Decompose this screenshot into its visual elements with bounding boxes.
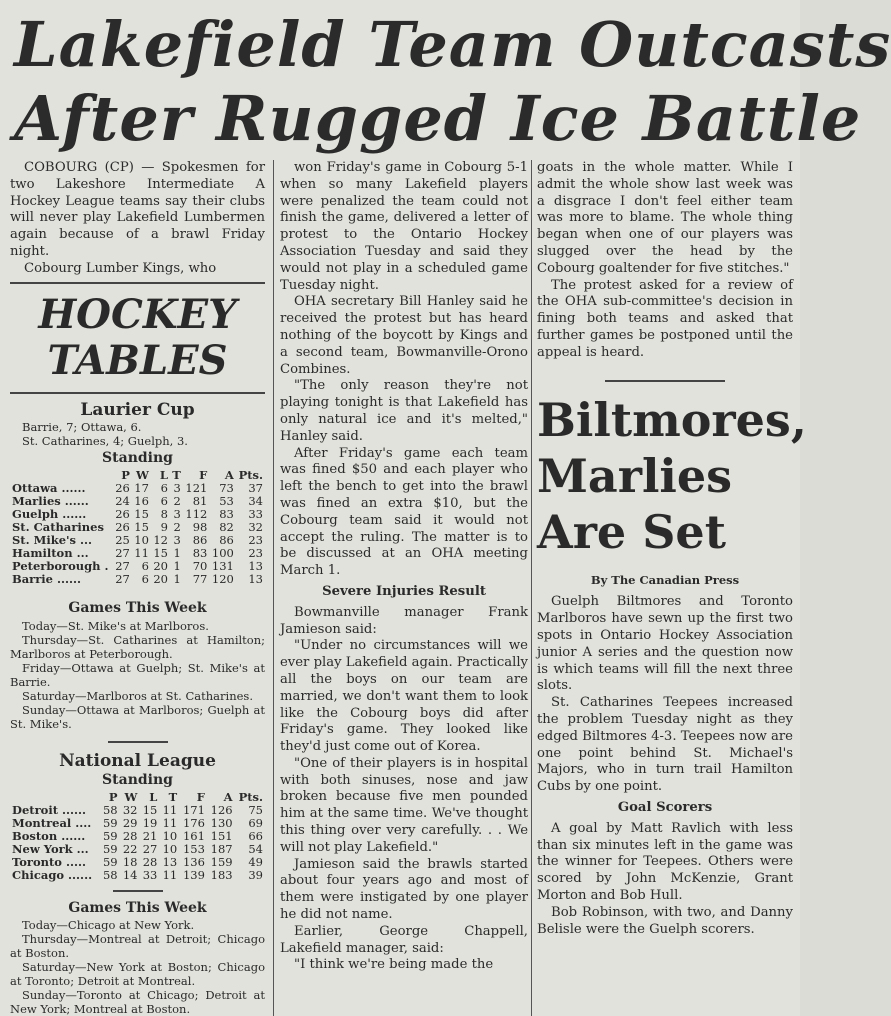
stat-cell: 136 bbox=[182, 854, 205, 869]
stat-cell: 14 bbox=[122, 867, 138, 882]
story-lakefield-start bbox=[10, 160, 265, 278]
game-entry: Sunday—Ottawa at Marlboros; Guelph at St. Mike's. bbox=[10, 702, 265, 731]
stat-cell: 10 bbox=[134, 533, 149, 548]
stat-cell: 11 bbox=[162, 802, 178, 817]
table-row bbox=[10, 804, 265, 817]
stat-cell: 59 bbox=[102, 854, 118, 869]
stat-cell: 100 bbox=[211, 546, 234, 561]
score-line: St. Catharines, 4; Guelph, 3. bbox=[22, 434, 188, 449]
paragraph: St. Catharines Teepees increased the problem Tuesday night as they edged Biltmores 4-3. Teepees now are one point behind St. Michael's Majors, who in turn trail Hamilton Cubs by one point. bbox=[537, 695, 793, 795]
team-name: St. Catharines bbox=[12, 520, 104, 535]
stat-cell: 58 bbox=[102, 802, 118, 817]
stat-cell: 6 bbox=[160, 481, 168, 496]
stat-cell: 26 bbox=[115, 481, 130, 496]
paragraph: After Friday's game each team was fined $50 and each player who left the bench to get into the brawl was fined an extra $10, but the Cobourg team said it would not accept the ruling. The matter is to be discussed at an OHA meeting March 1. bbox=[280, 445, 528, 579]
stat-cell: 6 bbox=[160, 494, 168, 509]
stat-cell: 59 bbox=[102, 815, 118, 830]
team-name: St. Mike's ... bbox=[12, 533, 93, 548]
paragraph: "The only reason they're not playing tonight is that Lakefield has only natural ice and it's melted," Hanley said. bbox=[280, 378, 528, 444]
game-entry: Sunday—Toronto at Chicago; Detroit at New York; Montreal at Boston. bbox=[10, 988, 265, 1016]
stat-cell: 33 bbox=[248, 507, 263, 522]
stat-cell: 39 bbox=[248, 867, 263, 882]
laurier-cup-section bbox=[10, 399, 265, 731]
stat-cell: 171 bbox=[182, 802, 205, 817]
stat-cell: 16 bbox=[134, 494, 149, 509]
paragraph: Guelph Biltmores and Toronto Marlboros have sewn up the first two spots in Ontario Hockey Association junior A series and the question now is which teams will fill the next three slots. bbox=[537, 594, 793, 694]
subhead: Severe Injuries Result bbox=[322, 583, 486, 599]
paragraph: goats in the whole matter. While I admit the whole show last week was a disgrace I don't feel either team was more to blame. The whole thing began when one of our players was slugged over the head by the Cobourg goaltender for five stitches." bbox=[537, 160, 793, 276]
divider bbox=[108, 741, 168, 743]
stat-cell: 139 bbox=[182, 867, 205, 882]
stat-cell: 11 bbox=[134, 546, 149, 561]
stat-cell: 1 bbox=[173, 572, 181, 587]
column-header: F bbox=[199, 468, 208, 483]
paragraph: won Friday's game in Cobourg 5-1 when so many Lakefield players were penalized the team could not finish the game, delivered a letter of protest to the Ontario Hockey Association Tuesday and said they would not play in a scheduled game Tuesday night. bbox=[280, 160, 528, 293]
column-header: P bbox=[121, 468, 130, 483]
table-row bbox=[10, 830, 265, 843]
stat-cell: 32 bbox=[248, 520, 263, 535]
stat-cell: 26 bbox=[115, 520, 130, 535]
stat-cell: 28 bbox=[122, 828, 138, 843]
stat-cell: 83 bbox=[192, 546, 208, 561]
stat-cell: 18 bbox=[122, 854, 138, 869]
biltmores-headline bbox=[537, 392, 807, 560]
paragraph: Bob Robinson, with two, and Danny Belisle were the Guelph scorers. bbox=[537, 904, 793, 937]
headline-line: Are Set bbox=[537, 504, 726, 559]
stat-cell: 29 bbox=[122, 815, 138, 830]
stat-cell: 28 bbox=[142, 854, 158, 869]
standing-label: Standing bbox=[102, 450, 173, 467]
byline: By The Canadian Press bbox=[590, 572, 740, 587]
stat-cell: 73 bbox=[219, 481, 234, 496]
stat-cell: 9 bbox=[160, 520, 168, 535]
stat-cell: 10 bbox=[162, 841, 178, 856]
stat-cell: 59 bbox=[102, 841, 118, 856]
team-name: Montreal .... bbox=[12, 815, 92, 830]
stat-cell: 34 bbox=[248, 494, 263, 509]
stat-cell: 32 bbox=[122, 802, 138, 817]
paragraph: The protest asked for a review of the OHA sub-committee's decision in fining both teams and asked that further games be postponed until the appeal is heard. bbox=[537, 277, 793, 360]
stat-cell: 27 bbox=[115, 572, 130, 587]
stat-cell: 22 bbox=[122, 841, 138, 856]
stat-cell: 69 bbox=[248, 815, 263, 830]
stat-cell: 3 bbox=[173, 507, 181, 522]
game-entry: Friday—Ottawa at Guelph; St. Mike's at Barrie. bbox=[10, 660, 265, 689]
stat-cell: 15 bbox=[142, 802, 158, 817]
divider bbox=[113, 890, 163, 892]
score-line: Barrie, 7; Ottawa, 6. bbox=[22, 420, 142, 435]
games-title: Games This Week bbox=[68, 899, 207, 916]
standing-label: Standing bbox=[102, 771, 173, 788]
stat-cell: 27 bbox=[115, 559, 130, 574]
column-rule bbox=[273, 160, 274, 1016]
team-name: Peterborough . bbox=[12, 559, 109, 574]
team-name: Guelph ...... bbox=[12, 507, 87, 522]
stat-cell: 24 bbox=[115, 494, 130, 509]
table-row bbox=[10, 817, 265, 830]
column-1 bbox=[10, 160, 265, 1016]
stat-cell: 121 bbox=[185, 481, 208, 496]
column-rule bbox=[531, 160, 532, 1016]
stat-cell: 2 bbox=[173, 494, 181, 509]
stat-cell: 3 bbox=[173, 533, 181, 548]
game-entry: Saturday—Marlboros at St. Catharines. bbox=[22, 688, 253, 703]
stat-cell: 49 bbox=[248, 854, 263, 869]
stat-cell: 11 bbox=[162, 867, 178, 882]
game-entry: Today—St. Mike's at Marlboros. bbox=[22, 618, 209, 633]
stat-cell: 13 bbox=[248, 559, 263, 574]
title-line: HOCKEY bbox=[38, 290, 237, 338]
stat-cell: 187 bbox=[210, 841, 233, 856]
paragraph: Jamieson said the brawls started about four years ago and most of them were instigated by one player he did not name. bbox=[280, 856, 528, 923]
games-list bbox=[10, 619, 265, 731]
column-header: T bbox=[168, 789, 178, 804]
stat-cell: 77 bbox=[192, 572, 208, 587]
stat-cell: 75 bbox=[248, 802, 263, 817]
column-header: A bbox=[224, 468, 234, 483]
stat-cell: 153 bbox=[182, 841, 205, 856]
column-header: Pts. bbox=[238, 789, 263, 804]
stat-cell: 161 bbox=[182, 828, 205, 843]
stat-cell: 2 bbox=[173, 520, 181, 535]
stat-cell: 131 bbox=[211, 559, 234, 574]
team-name: Chicago ...... bbox=[12, 867, 93, 882]
games-title: Games This Week bbox=[68, 600, 207, 617]
table-row bbox=[10, 573, 265, 586]
stat-cell: 3 bbox=[173, 481, 181, 496]
headline-line-1: Lakefield Team Outcasts bbox=[14, 8, 891, 81]
table-header bbox=[10, 791, 265, 804]
stat-cell: 15 bbox=[134, 520, 149, 535]
stat-cell: 82 bbox=[219, 520, 234, 535]
stat-cell: 11 bbox=[162, 815, 178, 830]
games-list bbox=[10, 918, 265, 1016]
stat-cell: 1 bbox=[173, 559, 181, 574]
stat-cell: 6 bbox=[141, 559, 149, 574]
headline-line-2: After Rugged Ice Battle bbox=[14, 82, 862, 155]
section-title: Laurier Cup bbox=[80, 399, 195, 420]
stat-cell: 20 bbox=[153, 559, 168, 574]
stat-cell: 21 bbox=[142, 828, 158, 843]
paragraph: "Under no circumstances will we ever play Lakefield again. Practically all the boys on our team are married, we don't want them to look like the Cobourg boys did after Friday's game. They looked like they'd just come out of Korea. bbox=[280, 638, 528, 755]
game-entry: Saturday—New York at Boston; Chicago at Toronto; Detroit at Montreal. bbox=[10, 960, 265, 989]
subhead: Goal Scorers bbox=[617, 799, 713, 815]
stat-cell: 10 bbox=[162, 828, 178, 843]
stat-cell: 59 bbox=[102, 828, 118, 843]
team-name: Marlies ...... bbox=[12, 494, 89, 509]
laurier-standings-table bbox=[10, 469, 265, 586]
paragraph: Bowmanville manager Frank Jamieson said: bbox=[280, 604, 528, 637]
column-header: A bbox=[223, 789, 233, 804]
stat-cell: 27 bbox=[142, 841, 158, 856]
stat-cell: 98 bbox=[192, 520, 208, 535]
table-row bbox=[10, 843, 265, 856]
stat-cell: 6 bbox=[141, 572, 149, 587]
stat-cell: 33 bbox=[142, 867, 158, 882]
column-header: F bbox=[196, 789, 205, 804]
stat-cell: 23 bbox=[248, 533, 263, 548]
stat-cell: 151 bbox=[210, 828, 233, 843]
team-name: New York ... bbox=[12, 841, 89, 856]
team-name: Ottawa ...... bbox=[12, 481, 86, 496]
paragraph: OHA secretary Bill Hanley said he received the protest but has heard nothing of the boycott by Kings and a second team, Bowmanville-Orono Combines. bbox=[280, 294, 528, 377]
headline-line: Marlies bbox=[537, 448, 733, 503]
stat-cell: 159 bbox=[210, 854, 233, 869]
stat-cell: 86 bbox=[192, 533, 208, 548]
stat-cell: 15 bbox=[134, 507, 149, 522]
table-row bbox=[10, 869, 265, 882]
stat-cell: 58 bbox=[102, 867, 118, 882]
stat-cell: 54 bbox=[248, 841, 263, 856]
stat-cell: 37 bbox=[248, 481, 263, 496]
game-entry: Thursday—St. Catharines at Hamilton; Marlboros at Peterborough. bbox=[10, 632, 265, 661]
stat-cell: 17 bbox=[134, 481, 149, 496]
paragraph: A goal by Matt Ravlich with less than six minutes left in the game was the winner for Teepees. Others were scored by John McKenzie, Grant Morton and Bob Hull. bbox=[537, 820, 793, 903]
stat-cell: 83 bbox=[219, 507, 234, 522]
stat-cell: 23 bbox=[248, 546, 263, 561]
column-header: L bbox=[159, 468, 168, 483]
paragraph: COBOURG (CP) — Spokesmen for two Lakeshore Intermediate A Hockey League teams say their clubs will never play Lakefield Lumbermen again because of a brawl Friday night. bbox=[10, 160, 265, 259]
stat-cell: 15 bbox=[153, 546, 168, 561]
national-standings-table bbox=[10, 791, 265, 882]
column-header: T bbox=[172, 468, 181, 483]
stat-cell: 27 bbox=[115, 546, 130, 561]
stat-cell: 13 bbox=[248, 572, 263, 587]
section-title: National League bbox=[59, 750, 216, 771]
stat-cell: 70 bbox=[192, 559, 208, 574]
stat-cell: 183 bbox=[210, 867, 233, 882]
stat-cell: 25 bbox=[115, 533, 130, 548]
team-name: Toronto ..... bbox=[12, 854, 87, 869]
national-league-section bbox=[10, 750, 265, 1016]
team-name: Boston ...... bbox=[12, 828, 86, 843]
paragraph: "One of their players is in hospital with both sinuses, nose and jaw broken because five men pounded him at the same time. We've thought this thing over very carefully. . . We will not play Lakefield." bbox=[280, 755, 528, 855]
stat-cell: 81 bbox=[192, 494, 208, 509]
title-line: TABLES bbox=[47, 336, 228, 384]
stat-cell: 19 bbox=[142, 815, 158, 830]
team-name: Detroit ...... bbox=[12, 802, 87, 817]
divider bbox=[10, 282, 265, 284]
table-row bbox=[10, 856, 265, 869]
stat-cell: 112 bbox=[185, 507, 208, 522]
game-entry: Thursday—Montreal at Detroit; Chicago at Boston. bbox=[10, 932, 265, 961]
divider bbox=[10, 392, 265, 394]
headline-line: Biltmores, bbox=[537, 392, 807, 447]
stat-cell: 20 bbox=[153, 572, 168, 587]
stat-cell: 12 bbox=[153, 533, 168, 548]
column-header: W bbox=[135, 468, 149, 483]
hockey-tables-title bbox=[10, 292, 265, 384]
stat-cell: 1 bbox=[173, 546, 181, 561]
team-name: Barrie ...... bbox=[12, 572, 81, 587]
column-header bbox=[10, 791, 100, 804]
team-name: Hamilton ... bbox=[12, 546, 89, 561]
column-2 bbox=[280, 160, 528, 974]
stat-cell: 53 bbox=[219, 494, 234, 509]
stat-cell: 126 bbox=[210, 802, 233, 817]
column-header: W bbox=[124, 789, 138, 804]
stat-cell: 130 bbox=[210, 815, 233, 830]
column-header: Pts. bbox=[238, 468, 263, 483]
stat-cell: 120 bbox=[211, 572, 234, 587]
stat-cell: 66 bbox=[248, 828, 263, 843]
column-header: P bbox=[108, 789, 118, 804]
divider bbox=[605, 380, 725, 382]
stat-cell: 13 bbox=[162, 854, 178, 869]
paragraph: "I think we're being made the bbox=[294, 957, 494, 973]
stat-cell: 26 bbox=[115, 507, 130, 522]
paragraph: Earlier, George Chappell, Lakefield manager, said: bbox=[280, 923, 528, 956]
paragraph: Cobourg Lumber Kings, who bbox=[24, 260, 217, 276]
stat-cell: 86 bbox=[219, 533, 234, 548]
column-header: L bbox=[149, 789, 158, 804]
game-entry: Today—Chicago at New York. bbox=[22, 918, 195, 933]
stat-cell: 176 bbox=[182, 815, 205, 830]
column-3 bbox=[537, 160, 807, 938]
stat-cell: 8 bbox=[160, 507, 168, 522]
